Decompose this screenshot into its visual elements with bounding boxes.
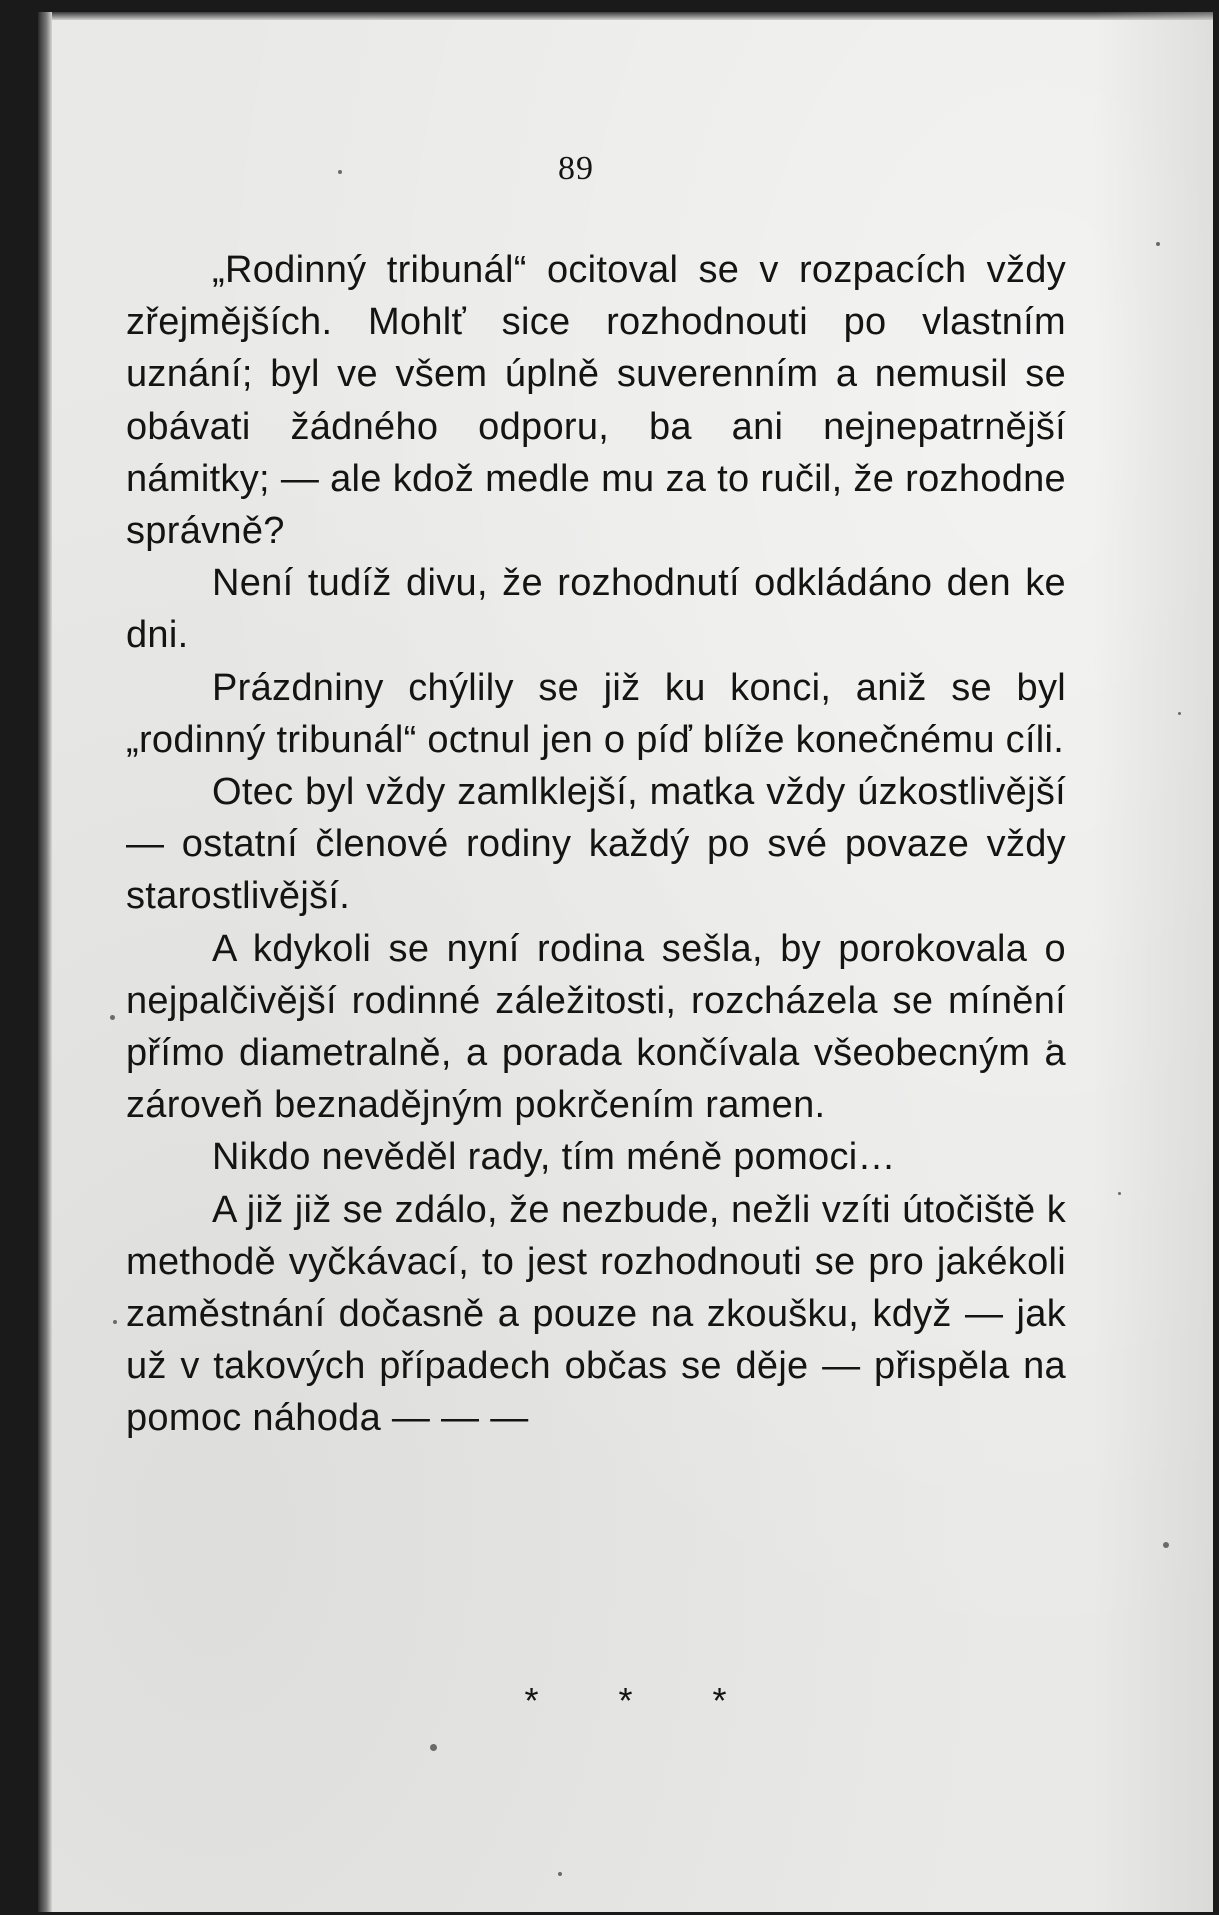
page-top-edge [38,12,1213,20]
book-binding-edge [38,12,52,1912]
paragraph: „Rodinný tribunál“ ocitoval se v rozpacích vždy zřejmějších. Mohlť sice rozhodnouti po vlastním uznání; byl ve všem úplně suverenním a nemusil se obávati žádného odporu, ba ani nejnepatrnější námitky; — ale kdož medle mu za to ručil, že rozhodne správně? [126,249,1066,553]
scanned-book-page [38,12,1213,1912]
paragraph: Nikdo nevěděl rady, tím méně pomoci… [212,1136,896,1179]
paragraph: A kdykoli se nyní rodina sešla, by porokovala o nejpalčivější rodinné záležitosti, rozcházela se mínění přímo diametralně, a porada končívala všeobecným a zároveň beznadějným pokrčením ramen. [126,927,1066,1127]
section-separator: * * * [524,1680,727,1721]
page-shadow [1093,12,1213,1912]
page-number: 89 [558,150,594,187]
paragraph: Není tudíž divu, že rozhodnutí odkládáno den ke dni. [126,562,1066,657]
paragraph: Otec byl vždy zamlklejší, matka vždy úzkostlivější — ostatní členové rodiny každý po své povaze vždy starostlivější. [126,771,1066,918]
paragraph: A již již se zdálo, že nezbude, nežli vzíti útočiště k methodě vyčkávací, to jest rozhodnouti se pro jakékoli zaměstnání dočasně a pouze na zkoušku, když — jak už v takových případech občas se děje — přispěla na pomoc náhoda — — — [126,1188,1066,1440]
body-text [126,244,1066,1445]
paragraph: Prázdniny chýlily se již ku konci, aniž se byl „rodinný tribunál“ octnul jen o píď blíže konečnému cíli. [126,666,1066,761]
